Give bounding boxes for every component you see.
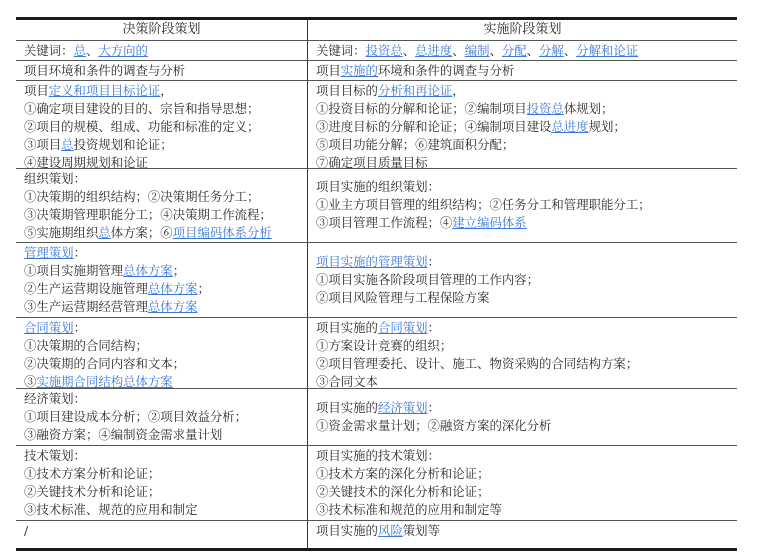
cell-line bbox=[24, 136, 299, 154]
text-segment: 、 bbox=[489, 43, 502, 58]
cell-line bbox=[24, 244, 299, 262]
text-segment: ： bbox=[427, 253, 440, 269]
text-segment: ①资金需求量计划；②融资方案的深化分析 bbox=[316, 417, 552, 433]
highlight-link[interactable]: 分解和论证 bbox=[576, 43, 639, 58]
highlight-link[interactable]: 总 bbox=[98, 225, 111, 240]
cell-line bbox=[316, 196, 729, 214]
text-segment: 、 bbox=[526, 43, 540, 58]
cell-line bbox=[316, 483, 729, 501]
cell-line bbox=[316, 136, 729, 154]
cell-line bbox=[24, 337, 299, 355]
highlight-link[interactable]: 总 bbox=[61, 137, 74, 152]
decision-cell bbox=[16, 389, 308, 445]
highlight-link[interactable]: 总体方案 bbox=[123, 263, 173, 278]
text-segment: 项目实施的 bbox=[316, 320, 378, 335]
text-segment: ①项目实施各阶段项目管理的工作内容； bbox=[316, 271, 540, 287]
text-segment: 、 bbox=[452, 43, 465, 58]
text-segment: ②项目管理委托、设计、施工、物资采购的合同结构方案； bbox=[316, 356, 639, 371]
highlight-link[interactable]: 合同策划 bbox=[24, 320, 74, 335]
text-segment: 项目实施的技术策划： bbox=[316, 448, 440, 463]
highlight-link[interactable]: 管理策划 bbox=[24, 245, 74, 260]
text-segment: ⑤项目功能分解；⑥建筑面积分配； bbox=[316, 137, 515, 152]
text-segment: ③融资方案；④编制资金需求量计划 bbox=[24, 427, 223, 442]
cell-line bbox=[24, 62, 299, 80]
table-row bbox=[16, 41, 737, 61]
implementation-cell bbox=[308, 389, 737, 445]
highlight-link[interactable]: 总体方案 bbox=[147, 299, 198, 314]
highlight-link[interactable]: 分配 bbox=[501, 43, 527, 58]
table-row bbox=[16, 169, 737, 243]
text-segment: ： bbox=[427, 320, 440, 335]
text-segment: 关键词： bbox=[316, 43, 366, 58]
cell-line bbox=[24, 447, 299, 465]
text-segment: 关键词： bbox=[24, 43, 74, 58]
text-segment: ①技术方案的深化分析和论证； bbox=[316, 466, 490, 481]
table-row bbox=[16, 81, 737, 169]
cell-line bbox=[316, 399, 729, 417]
highlight-link[interactable]: 经济策划 bbox=[377, 399, 428, 415]
cell-line bbox=[316, 154, 729, 168]
text-segment: ③ bbox=[24, 374, 37, 388]
cell-line bbox=[316, 214, 729, 232]
cell-line bbox=[24, 483, 299, 501]
text-segment: 项目实施的 bbox=[316, 523, 378, 538]
table-row bbox=[16, 243, 737, 318]
text-segment: ②关键技术分析和论证； bbox=[24, 484, 161, 499]
implementation-cell bbox=[308, 169, 737, 242]
implementation-cell bbox=[308, 318, 737, 388]
text-segment: 规划； bbox=[588, 119, 626, 134]
text-segment: ③技术标准和规范的应用和制定等 bbox=[316, 502, 502, 517]
highlight-link[interactable]: 分析和再论证 bbox=[377, 83, 453, 98]
text-segment: ， bbox=[452, 83, 465, 98]
text-segment: ③项目 bbox=[24, 137, 62, 152]
cell-line bbox=[24, 100, 299, 118]
cell-line bbox=[316, 501, 729, 519]
decision-cell bbox=[16, 318, 308, 388]
implementation-cell bbox=[308, 61, 737, 80]
cell-line bbox=[316, 289, 729, 307]
highlight-link[interactable]: 投资总 bbox=[526, 101, 564, 116]
cell-line bbox=[24, 206, 299, 224]
cell-line bbox=[316, 271, 729, 289]
cell-line bbox=[316, 337, 729, 355]
text-segment: 组织策划： bbox=[24, 171, 86, 186]
implementation-cell bbox=[308, 446, 737, 520]
cell-line bbox=[316, 522, 729, 540]
text-segment: ： bbox=[427, 399, 440, 415]
text-segment: 项目实施的 bbox=[316, 399, 378, 415]
decision-cell bbox=[16, 81, 308, 168]
highlight-link[interactable]: 总进度 bbox=[415, 43, 453, 58]
highlight-link[interactable]: 合同策划 bbox=[377, 320, 428, 335]
text-segment: ①投资目标的分解和论证；②编制项目 bbox=[316, 101, 527, 116]
text-segment: ， bbox=[160, 83, 173, 98]
text-segment: ②决策期的合同内容和文本； bbox=[24, 356, 186, 371]
text-segment: ①确定项目建设的目的、宗旨和指导思想； bbox=[24, 101, 260, 116]
highlight-link[interactable]: 风险 bbox=[377, 523, 403, 538]
text-segment: 、 bbox=[563, 43, 577, 58]
cell-line bbox=[316, 118, 729, 136]
cell-line bbox=[24, 224, 299, 242]
text-segment: ③决策期管理职能分工；④决策期工作流程； bbox=[24, 207, 272, 222]
text-segment: 技术策划： bbox=[24, 448, 86, 463]
cell-line bbox=[24, 319, 299, 337]
text-segment: ②关键技术的深化分析和论证； bbox=[316, 484, 490, 499]
text-segment: 投资规划和论证； bbox=[73, 137, 173, 152]
text-segment: ②项目的规模、组成、功能和标准的定义； bbox=[24, 119, 260, 134]
text-segment: ①方案设计竞赛的组织； bbox=[316, 338, 453, 353]
highlight-link[interactable]: 投资总 bbox=[365, 43, 403, 58]
highlight-link[interactable]: 编制 bbox=[464, 43, 490, 58]
text-segment: ①技术方案分析和论证； bbox=[24, 466, 161, 481]
cell-line bbox=[24, 42, 299, 60]
text-segment: ： bbox=[73, 245, 86, 260]
cell-line bbox=[24, 355, 299, 373]
text-segment: 项目 bbox=[316, 63, 341, 78]
text-segment: 项目实施的组织策划： bbox=[316, 179, 440, 194]
table-row bbox=[16, 446, 737, 521]
text-segment: / bbox=[24, 523, 29, 538]
highlight-link[interactable]: 实施的 bbox=[340, 63, 378, 78]
cell-line bbox=[316, 465, 729, 483]
text-segment: ③项目管理工作流程；④ bbox=[316, 215, 453, 230]
text-segment: ⑦确定项目质量目标 bbox=[316, 155, 428, 168]
highlight-link[interactable]: 大方向的 bbox=[98, 43, 148, 58]
text-segment: ①项目实施期管理 bbox=[24, 263, 124, 278]
cell-line bbox=[24, 154, 299, 168]
implementation-cell bbox=[308, 521, 737, 548]
text-segment: 项目环境和条件的调查与分析 bbox=[24, 63, 186, 78]
highlight-link[interactable]: 分解 bbox=[539, 43, 564, 58]
decision-cell bbox=[16, 521, 308, 548]
cell-line bbox=[24, 82, 299, 100]
decision-cell bbox=[16, 41, 308, 60]
cell-line bbox=[24, 501, 299, 519]
text-segment: ： bbox=[73, 320, 86, 335]
cell-line bbox=[316, 319, 729, 337]
text-segment: ①项目建设成本分析；②项目效益分析； bbox=[24, 409, 248, 424]
text-segment: 项目目标的 bbox=[316, 83, 378, 98]
planning-comparison-table bbox=[16, 17, 737, 551]
text-segment: ③合同文本 bbox=[316, 374, 378, 388]
table-row bbox=[16, 521, 737, 548]
decision-cell bbox=[16, 61, 308, 80]
text-segment: 体规划； bbox=[563, 101, 614, 116]
cell-line bbox=[24, 408, 299, 426]
cell-line bbox=[24, 522, 299, 540]
implementation-cell bbox=[308, 243, 737, 317]
highlight-link[interactable]: 实施期合同结构总体方案 bbox=[36, 374, 173, 388]
decision-cell bbox=[16, 243, 308, 317]
cell-line bbox=[316, 355, 729, 373]
text-segment: ⑤实施期组织 bbox=[24, 225, 99, 240]
cell-line bbox=[24, 426, 299, 444]
text-segment: 环境和条件的调查与分析 bbox=[377, 63, 515, 78]
text-segment: ④建设周期规划和论证 bbox=[24, 155, 148, 168]
cell-line bbox=[316, 178, 729, 196]
header-implementation-stage: 实施阶段策划 bbox=[483, 22, 562, 37]
decision-cell bbox=[16, 169, 308, 242]
table-header-row bbox=[16, 20, 737, 41]
text-segment: ③技术标准、规范的应用和制定 bbox=[24, 502, 198, 517]
cell-line bbox=[316, 417, 729, 435]
cell-line bbox=[316, 42, 729, 60]
cell-line bbox=[316, 100, 729, 118]
table-row bbox=[16, 61, 737, 81]
cell-line bbox=[316, 373, 729, 388]
text-segment: ②生产运营期设施管理 bbox=[24, 281, 148, 296]
cell-line bbox=[24, 390, 299, 408]
text-segment: 项目 bbox=[24, 83, 49, 98]
text-segment: ③生产运营期经营管理 bbox=[24, 299, 148, 314]
cell-line bbox=[24, 298, 299, 316]
text-segment: ； bbox=[197, 281, 210, 296]
text-segment: 经济策划： bbox=[24, 391, 86, 406]
text-segment: 体方案；⑥ bbox=[110, 225, 173, 240]
cell-line bbox=[24, 280, 299, 298]
cell-line bbox=[24, 188, 299, 206]
text-segment: 策划等 bbox=[402, 523, 440, 538]
highlight-link[interactable]: 总体方案 bbox=[147, 281, 198, 296]
text-segment: ①业主方项目管理的组织结构；②任务分工和管理职能分工； bbox=[316, 197, 651, 212]
highlight-link[interactable]: 建立编码体系 bbox=[452, 215, 527, 230]
cell-line bbox=[24, 373, 299, 388]
text-segment: 、 bbox=[402, 43, 416, 58]
table-row bbox=[16, 318, 737, 389]
highlight-link[interactable]: 项目实施的管理策划 bbox=[316, 253, 428, 269]
text-segment: ； bbox=[172, 263, 186, 278]
text-segment: ①决策期的组织结构；②决策期任务分工； bbox=[24, 189, 260, 204]
text-segment: ③进度目标的分解和论证；④编制项目建设 bbox=[316, 119, 552, 134]
highlight-link[interactable]: 定义和项目目标论证 bbox=[48, 83, 161, 98]
text-segment: ②项目风险管理与工程保险方案 bbox=[316, 289, 490, 305]
cell-line bbox=[24, 170, 299, 188]
implementation-cell bbox=[308, 81, 737, 168]
implementation-cell bbox=[308, 41, 737, 60]
cell-line bbox=[24, 465, 299, 483]
text-segment: ①决策期的合同结构； bbox=[24, 338, 148, 353]
highlight-link[interactable]: 总 bbox=[73, 43, 86, 58]
cell-line bbox=[316, 447, 729, 465]
decision-cell bbox=[16, 446, 308, 520]
highlight-link[interactable]: 项目编码体系分析 bbox=[172, 225, 272, 240]
cell-line bbox=[316, 253, 729, 271]
cell-line bbox=[24, 118, 299, 136]
table-row bbox=[16, 389, 737, 446]
table-body bbox=[16, 41, 737, 548]
text-segment: 、 bbox=[85, 43, 99, 58]
cell-line bbox=[316, 62, 729, 80]
cell-line bbox=[316, 82, 729, 100]
cell-line bbox=[24, 262, 299, 280]
highlight-link[interactable]: 总进度 bbox=[551, 119, 589, 134]
header-decision-stage: 决策阶段策划 bbox=[16, 20, 308, 40]
